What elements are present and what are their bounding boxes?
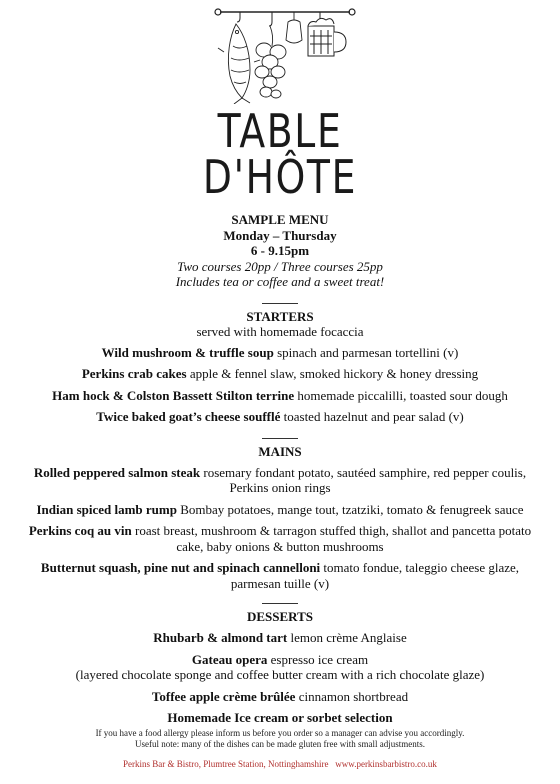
- title-line-dhote: D'HÔTE: [202, 150, 358, 204]
- dish-name: Wild mushroom & truffle soup: [101, 344, 274, 360]
- menu-item: [0, 689, 560, 705]
- menu-pricing: Two courses 20pp / Three courses 25pp: [177, 258, 383, 274]
- gluten-free-note: Useful note: many of the dishes can be made gluten free with small adjustments.: [135, 739, 425, 749]
- menu-title-logo-line2: [0, 150, 560, 204]
- section-divider: [262, 303, 298, 304]
- menu-item: [0, 465, 560, 496]
- mains-heading: MAINS: [258, 443, 302, 459]
- dish-extra-description: (layered chocolate sponge and coffee butter cream with a rich chocolate glaze): [75, 667, 485, 682]
- dish-name: Toffee apple crème brûlée: [151, 688, 296, 704]
- section-divider: [262, 603, 298, 604]
- dish-name: Perkins coq au vin: [28, 523, 132, 538]
- dish-description: spinach and parmesan tortellini (v): [273, 344, 459, 360]
- allergy-note: [0, 728, 560, 750]
- dish-name: Gateau opera: [191, 651, 268, 667]
- menu-time: 6 - 9.15pm: [250, 243, 310, 258]
- starters-heading: STARTERS: [246, 308, 314, 324]
- starters-subtitle: served with homemade focaccia: [196, 323, 364, 339]
- menu-item: [0, 523, 560, 554]
- menu-item: [0, 409, 560, 425]
- menu-item: [0, 366, 560, 382]
- menu-item: [0, 630, 560, 646]
- sample-menu-heading: SAMPLE MENU: [231, 212, 329, 227]
- dish-description: espresso ice cream: [267, 651, 369, 667]
- menu-item: [0, 388, 560, 404]
- menu-item: [0, 345, 560, 361]
- hanging-food-illustration-icon: [200, 6, 360, 104]
- dish-name: Rolled peppered salmon steak: [33, 464, 201, 480]
- menu-item: [0, 652, 560, 683]
- dish-name: Perkins crab cakes: [81, 366, 187, 381]
- section-divider: [262, 438, 298, 439]
- dish-description: lemon crème Anglaise: [287, 630, 407, 645]
- dish-name: Rhubarb & almond tart: [153, 630, 288, 645]
- menu-content: [0, 212, 560, 726]
- dish-name: Butternut squash, pine nut and spinach cannelloni: [40, 560, 321, 575]
- dish-name: Ham hock & Colston Bassett Stilton terrine: [52, 387, 295, 403]
- menu-title-logo: [0, 104, 560, 158]
- desserts-heading: DESSERTS: [246, 609, 314, 624]
- dish-name: Twice baked goat’s cheese soufflé: [96, 409, 281, 424]
- menu-days: Monday – Thursday: [223, 227, 337, 243]
- dish-name: Indian spiced lamb rump: [36, 501, 177, 517]
- menu-item: [0, 502, 560, 518]
- dish-description: homemade piccalilli, toasted sour dough: [294, 387, 508, 403]
- dish-description: cinnamon shortbread: [295, 688, 409, 704]
- dish-description: toasted hazelnut and pear salad (v): [280, 409, 464, 424]
- dish-description: tomato fondue, taleggio cheese glaze, parmesan tuille (v): [230, 560, 520, 591]
- title-line-table: TABLE: [217, 104, 343, 158]
- dish-name: Homemade Ice cream or sorbet selection: [167, 710, 393, 725]
- dish-description: apple & fennel slaw, smoked hickory & honey dressing: [186, 366, 479, 381]
- dish-description: rosemary fondant potato, sautéed samphire, red pepper coulis, Perkins onion rings: [200, 464, 527, 495]
- allergy-text: If you have a food allergy please inform us before you order so a manager can advise you accordingly.: [95, 728, 465, 738]
- menu-item: [0, 710, 560, 726]
- footer-address: Perkins Bar & Bistro, Plumtree Station, Nottinghamshire www.perkinsbarbistro.co.uk: [123, 759, 437, 769]
- menu-includes: Includes tea or coffee and a sweet treat!: [175, 274, 385, 289]
- menu-item: [0, 560, 560, 591]
- dish-description: roast breast, mushroom & tarragon stuffed thigh, shallot and pancetta potato cake, baby onions & button mushrooms: [131, 523, 532, 554]
- menu-intro: [0, 212, 560, 290]
- dish-description: Bombay potatoes, mange tout, tzatziki, tomato & fenugreek sauce: [176, 501, 524, 517]
